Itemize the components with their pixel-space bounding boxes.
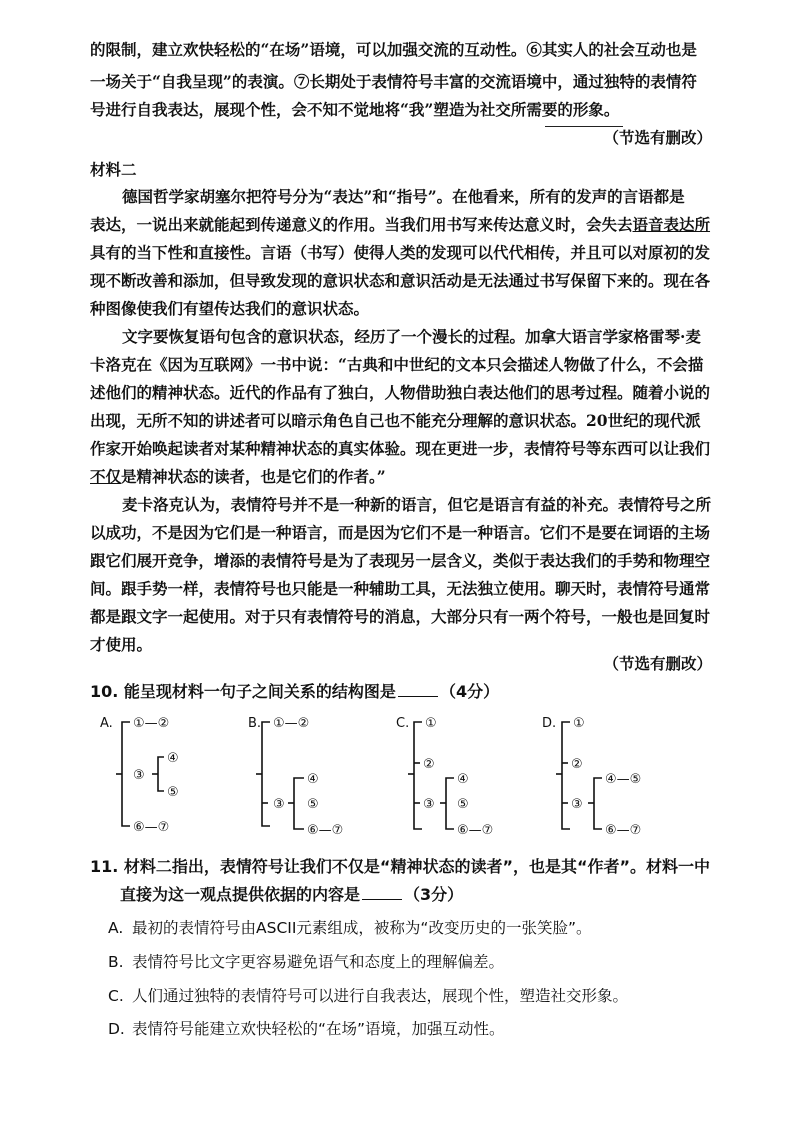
m2-p3-l2: 以成功，不是因为它们是一种语言，而是因为它们不是一种语言。它们不是要在词语的主场 xyxy=(90,523,711,542)
option-a-sub-2: ⑤ xyxy=(167,785,179,800)
option-a-sub-1: ④ xyxy=(167,751,179,766)
m2-p3-l3: 跟它们展开竞争，增添的表情符号是为了表现另一层含义，类似于表达我们的手势和物理空 xyxy=(90,551,711,570)
option-a-bottom: ⑥—⑦ xyxy=(133,820,170,835)
option-b-top: ①—② xyxy=(273,716,310,731)
q11-option-a[interactable]: A. 最初的表情符号由ASCII元素组成，被称为“改变历史的一张笑脸”。 xyxy=(108,919,592,937)
m2-p1-l4: 现不断改善和添加，但导致发现的意识状态和意识活动是无法通过书写保留下来的。现在各 xyxy=(90,271,711,290)
underlined-word: 不仅 xyxy=(90,467,122,486)
material-one-line-2: 一场关于“自我呈现”的表演。⑦长期处于表情符号丰富的交流语境中，通过独特的表情符 xyxy=(90,72,697,91)
m2-p1-l2: 表达，一说出来就能起到传递意义的作用。当我们用书写来传达意义时，会失去语音表达所 xyxy=(90,215,711,234)
option-b-sub-2: ⑤ xyxy=(307,797,319,812)
option-c-sub-3: ⑥—⑦ xyxy=(457,823,494,838)
m2-p2-l5: 作家开始唤起读者对某种精神状态的真实体验。现在更进一步，表情符号等东西可以让我们 xyxy=(90,439,711,458)
option-d-mid: ③ xyxy=(571,797,583,812)
m2-p2-l3: 述他们的精神状态。近代的作品有了独白，人物借助独白表达他们的思考过程。随着小说的 xyxy=(90,383,711,402)
q11-option-b[interactable]: B. 表情符号比文字更容易避免语气和态度上的理解偏差。 xyxy=(108,953,505,971)
answer-blank[interactable] xyxy=(398,696,438,697)
m2-p3-l1: 麦卡洛克认为，表情符号并不是一种新的语言，但它是语言有益的补充。表情符号之所 xyxy=(122,495,712,514)
material-one-line-1: 的限制，建立欢快轻松的“在场”语境，可以加强交流的互动性。⑥其实人的社会互动也是 xyxy=(90,40,697,59)
option-c-second: ② xyxy=(423,757,435,772)
structure-diagrams xyxy=(0,705,800,845)
m2-p2-l6: 不仅是精神状态的读者，也是它们的作者。” xyxy=(90,467,386,486)
m2-p3-l4: 间。跟手势一样，表情符号也只能是一种辅助工具，无法独立使用。聊天时，表情符号通常 xyxy=(90,579,711,598)
material-one-source: （节选有删改） xyxy=(603,128,712,147)
question-11-line-2: 直接为这一观点提供依据的内容是 （3分） xyxy=(120,885,464,904)
option-b-letter[interactable]: B. xyxy=(248,716,262,731)
option-a-mid: ③ xyxy=(133,768,145,783)
material-one-line-3: 号进行自我表达，展现个性，会不知不觉地将“我”塑造为社交所需要的形象。 xyxy=(90,100,620,119)
m2-p3-l5: 都是跟文字一起使用。对于只有表情符号的消息，大部分只有一两个符号，一般也是回复时 xyxy=(90,607,711,626)
q11-option-c[interactable]: C. 人们通过独特的表情符号可以进行自我表达，展现个性，塑造社交形象。 xyxy=(108,987,629,1005)
option-a-letter[interactable]: A. xyxy=(100,716,113,731)
m2-p2-l2: 卡洛克在《因为互联网》一书中说：“古典和中世纪的文本只会描述人物做了什么，不会描 xyxy=(90,355,704,374)
option-d-sub-2: ⑥—⑦ xyxy=(605,823,642,838)
option-c-sub-2: ⑤ xyxy=(457,797,469,812)
option-c-top: ① xyxy=(425,716,437,731)
m2-p1-l3: 具有的当下性和直接性。言语（书写）使得人类的发现可以代代相传，并且可以对原初的发 xyxy=(90,243,711,262)
option-c-letter[interactable]: C. xyxy=(396,716,410,731)
option-a-top: ①—② xyxy=(133,716,170,731)
m2-p2-l1: 文字要恢复语句包含的意识状态，经历了一个漫长的过程。加拿大语言学家格雷琴·麦 xyxy=(122,327,701,346)
option-b-sub-1: ④ xyxy=(307,772,319,787)
material-two-heading: 材料二 xyxy=(90,160,137,179)
option-b-sub-3: ⑥—⑦ xyxy=(307,823,344,838)
answer-blank[interactable] xyxy=(362,899,402,900)
m2-p1-l1: 德国哲学家胡塞尔把符号分为“表达”和“指号”。在他看来，所有的发声的言语都是 xyxy=(122,187,685,206)
option-b-mid: ③ xyxy=(273,797,285,812)
option-d-letter[interactable]: D. xyxy=(542,716,557,731)
m2-p1-l5: 种图像使我们有望传达我们的意识状态。 xyxy=(90,299,370,318)
option-c-mid: ③ xyxy=(423,797,435,812)
underlined-phrase: 语音表达所 xyxy=(632,215,711,234)
question-11-line-1: 11. 材料二指出，表情符号让我们不仅是“精神状态的读者”，也是其“作者”。材料一中 xyxy=(90,857,710,876)
m2-p2-l4: 出现，无所不知的讲述者可以暗示角色自己也不能充分理解的意识状态。20世纪的现代派 xyxy=(90,411,701,430)
q11-option-d[interactable]: D. 表情符号能建立欢快轻松的“在场”语境，加强互动性。 xyxy=(108,1020,505,1038)
material-two-source: （节选有删改） xyxy=(603,654,712,673)
question-10: 10. 能呈现材料一句子之间关系的结构图是 （4分） xyxy=(90,682,500,701)
option-d-sub-1: ④—⑤ xyxy=(605,772,642,787)
option-c-sub-1: ④ xyxy=(457,772,469,787)
option-d-top: ① xyxy=(573,716,585,731)
option-d-second: ② xyxy=(571,757,583,772)
m2-p3-l6: 才使用。 xyxy=(90,635,153,654)
